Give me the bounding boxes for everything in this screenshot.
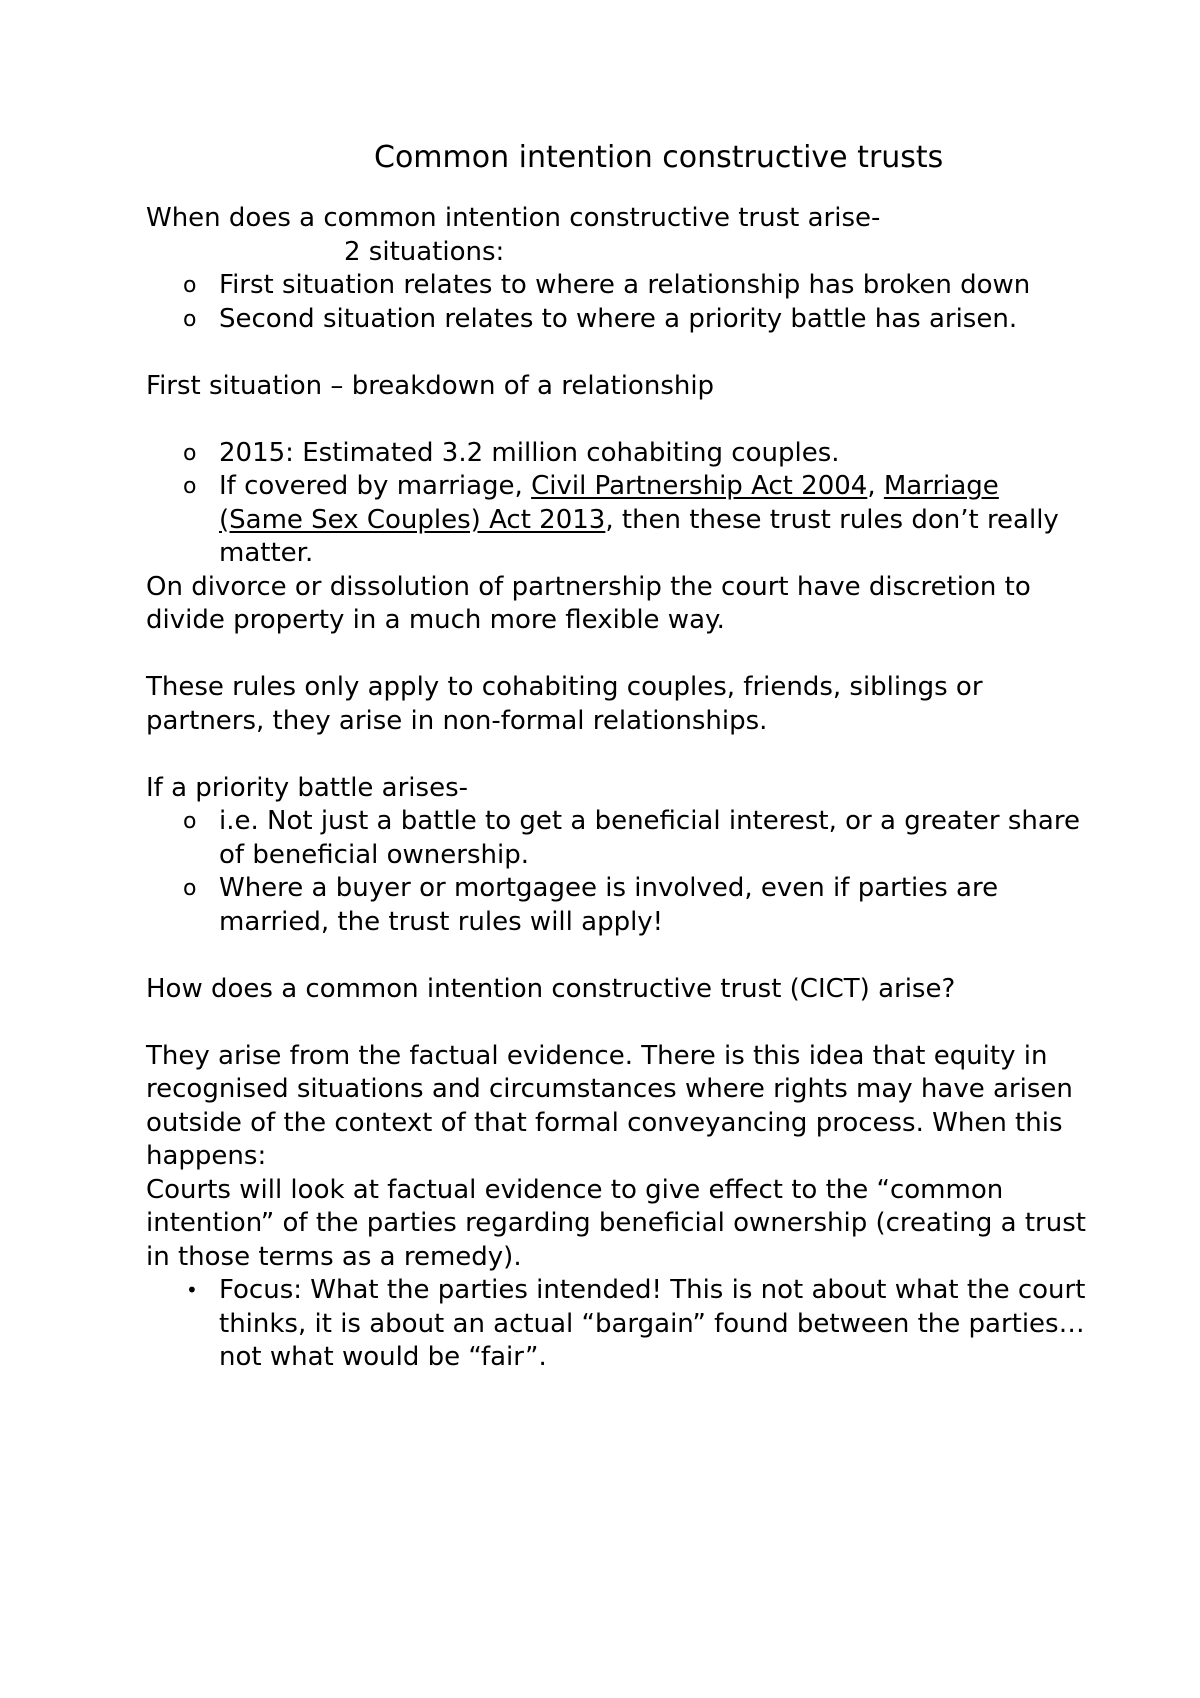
list-item-text-pre: If covered by marriage, <box>219 471 532 501</box>
list-item-text: Focus: What the parties intended! This is not about what the court thinks, it is about an actual “bargain” found between the parties… not what would be “fair”. <box>219 1275 1086 1372</box>
paragraph-spacer <box>146 1006 1086 1040</box>
section-heading-first-situation: First situation – breakdown of a relationship <box>146 370 715 401</box>
list-item-text-post: , then these trust rules don’t really matter. <box>219 504 1059 568</box>
paragraph-spacer <box>146 403 1086 437</box>
list-item-text: 2015: Estimated 3.2 million cohabiting couples. <box>219 437 840 468</box>
section-heading-priority-battle: If a priority battle arises- <box>146 772 468 803</box>
section-heading-how-cict: How does a common intention constructive trust (CICT) arise? <box>146 973 956 1004</box>
paragraph-spacer <box>146 336 1086 370</box>
list-item <box>146 470 1086 571</box>
section-heading-when: When does a common intention constructive trust arise- <box>146 203 881 233</box>
priority-battle-list <box>146 805 1086 939</box>
factual-evidence-paragraph: They arise from the factual evidence. There is this idea that equity in recognised situations and circumstances where rights may have arisen outside of the context of that formal conveyancing process. When this happens: <box>146 1040 1073 1171</box>
focus-list <box>146 1274 1086 1375</box>
circle-bullet-icon: o <box>183 809 197 834</box>
paragraph-spacer <box>146 738 1086 772</box>
marriage-act-ref: Marriage (Same Sex Couples) Act 2013 <box>219 471 999 535</box>
situations-count: 2 situations: <box>344 236 505 267</box>
circle-bullet-icon: o <box>183 440 197 466</box>
divorce-paragraph: On divorce or dissolution of partnership the court have discretion to divide property in a much more flexible way. <box>146 571 1031 635</box>
list-item <box>146 1274 1086 1375</box>
list-item <box>146 805 1086 872</box>
paragraph-spacer <box>146 939 1086 973</box>
list-item <box>146 872 1086 939</box>
bullet-dot-icon: • <box>186 1278 198 1302</box>
list-item-comma: , <box>867 471 876 501</box>
list-item <box>146 269 1086 303</box>
first-situation-list <box>146 437 1086 571</box>
paragraph-spacer <box>146 638 1086 672</box>
list-item-text: Second situation relates to where a priority battle has arisen. <box>219 303 1018 334</box>
circle-bullet-icon: o <box>183 474 197 499</box>
circle-bullet-icon: o <box>183 876 197 901</box>
list-item-text: First situation relates to where a relationship has broken down <box>219 270 1031 300</box>
document-title: Common intention constructive trusts <box>374 140 944 175</box>
rules-apply-paragraph: These rules only apply to cohabiting couples, friends, siblings or partners, they arise in non-formal relationships. <box>146 672 983 736</box>
circle-bullet-icon: o <box>183 306 197 332</box>
civil-partnership-act-ref: Civil Partnership Act 2004 <box>531 471 868 501</box>
courts-paragraph: Courts will look at factual evidence to give effect to the “common intention” of the parties regarding beneficial ownership (creating a trust in those terms as a remedy). <box>146 1174 1086 1272</box>
list-item <box>146 303 1086 337</box>
circle-bullet-icon: o <box>183 273 197 298</box>
document-page <box>146 138 1086 1375</box>
list-item-text: i.e. Not just a battle to get a beneficial interest, or a greater share of beneficial ownership. <box>219 806 1080 870</box>
situations-list <box>146 269 1086 336</box>
list-item-text: Where a buyer or mortgagee is involved, even if parties are married, the trust rules will apply! <box>219 873 999 937</box>
list-item <box>146 437 1086 471</box>
